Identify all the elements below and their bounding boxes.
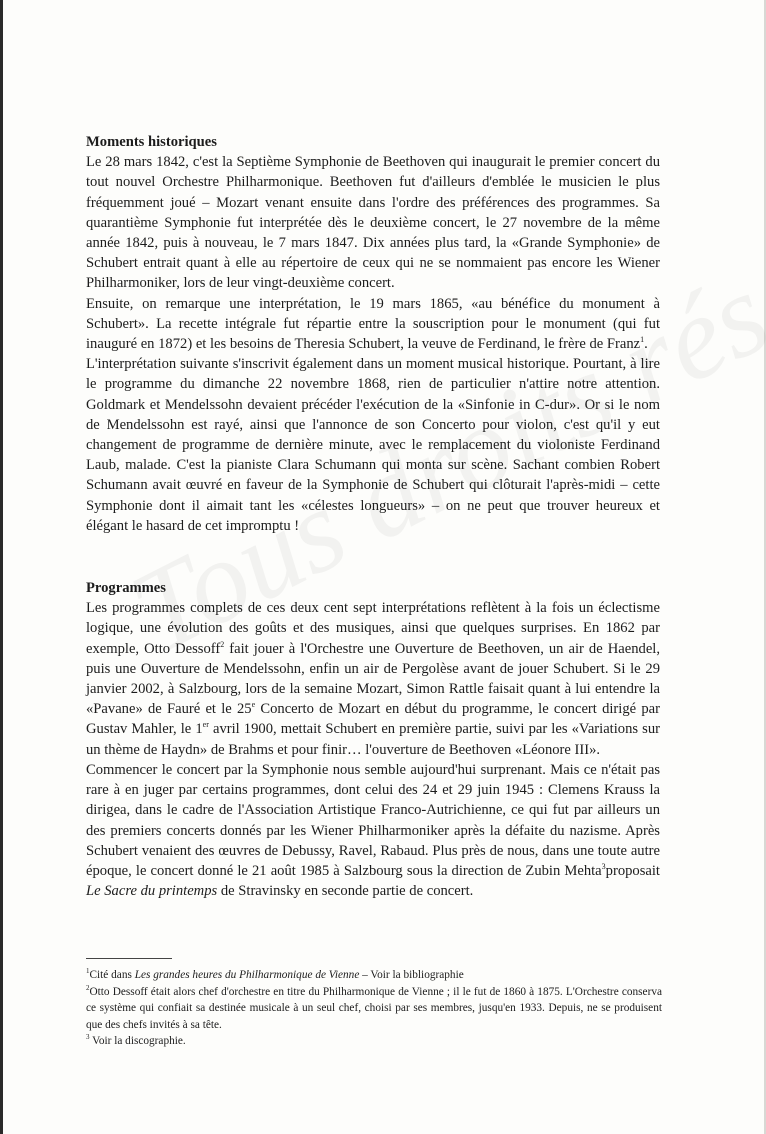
book-title: Les grandes heures du Philharmonique de Vienne — [134, 969, 360, 981]
footnotes — [86, 958, 662, 1050]
footnote-marker[interactable]: 1 — [640, 335, 645, 345]
paragraph-text: Concerto de Mozart en début du programme, le concert dirigé par Gustav Mahler, le 1 — [86, 701, 660, 738]
footnote-text: Cité dans — [89, 969, 135, 981]
paragraph-text: Les programmes complets de ces deux cent sept interprétations reflètent à la fois un éclectisme logique, une évolution des goûts et des musiques, ainsi que quelques surprises. En 1862 par exemple, Otto Dessoff — [86, 600, 660, 657]
paragraph-text: proposait — [605, 862, 660, 879]
footnote — [86, 984, 662, 1034]
ordinal-suffix: e — [251, 700, 256, 710]
paragraph — [86, 598, 660, 760]
footnote-marker[interactable]: 3 — [601, 862, 606, 872]
footnote-divider — [86, 958, 172, 959]
paragraph: Le 28 mars 1842, c'est la Septième Symphonie de Beethoven qui inaugurait le premier concert du tout nouvel Orchestre Philharmonique. Beethoven fut d'ailleurs d'emblée le musicien le plus fréquemment joué – Mozart venant ensuite dans l'ordre des préférences des programmes. Sa quarantième Symphonie fut interprétée dès le deuxième concert, le 27 novembre de la même année 1842, puis à nouveau, le 7 mars 1847. Dix années plus tard, la «Grande Symphonie» de Schubert entrait quant à elle au répertoire de ceux qui ne se nommaient pas encore les Wiener Philharmoniker, lors de leur vingt-deuxième concert. — [86, 154, 660, 292]
footnote-text: Voir la discographie. — [92, 1035, 186, 1047]
paragraph: L'interprétation suivante s'inscrivit également dans un moment musical historique. Pourtant, à lire le programme du dimanche 22 novembre 1868, rien de particulier n'attire notre attention. Goldmark et Mendelssohn devaient précéder l'exécution de la «Sinfonie in C-dur». Or si le nom de Mendelssohn est rayé, ainsi que l'annonce de son Concerto pour violon, c'est qu'il y eut changement de programme de dernière minute, avec le remplacement du violoniste Ferdinand Laub, malade. C'est la pianiste Clara Schumann qui monta sur scène. Sachant combien Robert Schumann avait œuvré en faveur de la Symphonie de Schubert qui clôturait l'après-midi – cette Symphonie dont il aimait tant les «célestes longueurs» – on ne peut que trouver heureux et élégant le hasard de cet impromptu ! — [86, 356, 660, 534]
paragraph-text: Ensuite, on remarque une interprétation, le 19 mars 1865, «au bénéfice du monument à Schubert». La recette intégrale fut répartie entre la souscription pour le monument (qui fut inauguré en 1872) et les besoins de Theresia Schubert, la veuve de Ferdinand, le frère de Franz — [86, 295, 660, 353]
footnote-text: Otto Dessoff était alors chef d'orchestre en titre du Philharmonique de Vienne ; il le fut de 1860 à 1875. L'Orchestre conserva ce système qui confiait sa destinée musicale à un seul chef, choisi par ses membres, jusqu'en 1933. Depuis, ne se produisent que des chefs invités à sa tête. — [86, 985, 662, 1031]
section-heading-moments-historiques: Moments historiques — [86, 134, 217, 150]
paragraph-text: de Stravinsky en seconde partie de concert. — [217, 883, 474, 900]
footnote-text: – Voir la bibliographie — [359, 969, 464, 981]
paragraph-text: avril 1900, mettait Schubert en première partie, suivi par les «Variations sur un thème de Haydn» de Brahms et pour finir… l'ouverture de Beethoven «Léonore III». — [86, 721, 660, 758]
paragraph: Ensuite, on remarque une interprétation, le 19 mars 1865, «au bénéfice du monument à Schubert». La recette intégrale fut répartie entre la souscription pour le monument (qui fut inauguré en 1872) et les besoins de Theresia Schubert, la veuve de Ferdinand, le frère de Franz$^1$. — [86, 295, 660, 353]
page-left-edge — [0, 0, 3, 1134]
ordinal-suffix: er — [202, 720, 209, 730]
footnote — [86, 967, 662, 984]
paragraph — [86, 760, 660, 901]
work-title: Le Sacre du printemps — [86, 883, 218, 900]
footnote-marker[interactable]: 2 — [220, 639, 225, 649]
paragraph-text: fait jouer à l'Orchestre une Ouverture de Beethoven, un air de Haendel, puis une Ouverture de Mendelssohn, enfin un air de Pergolèse avant de jouer Schubert. Si le 29 janvier 2002, à Salzbourg, lors de la semaine Mozart, Simon Rattle faisait quant à lui entendre la «Pavane» de Fauré et le 25 — [86, 640, 660, 718]
main-text — [86, 132, 660, 901]
footnote-number: 3 — [86, 1033, 90, 1042]
section-heading-programmes: Programmes — [86, 580, 166, 597]
footnote-number: 2 — [86, 983, 90, 992]
footnote — [86, 1033, 662, 1050]
footnote-number: 1 — [86, 967, 90, 976]
paragraph-text: Commencer le concert par la Symphonie nous semble aujourd'hui surprenant. Mais ce n'était pas rare à en juger par certains programmes, dont celui des 24 et 29 juin 1945 : Clemens Krauss la dirigea, dans le cadre de l'Association Artistique Franco-Autrichienne, ce qui fut par ailleurs un des premiers concerts donnés par les Wiener Philharmoniker après la défaite du nazisme. Après Schubert venaient des œuvres de Debussy, Ravel, Rabaud. Plus près de nous, dans une toute autre époque, le concert donné le 21 août 1985 à Salzbourg sous la direction de Zubin Mehta — [86, 761, 660, 879]
